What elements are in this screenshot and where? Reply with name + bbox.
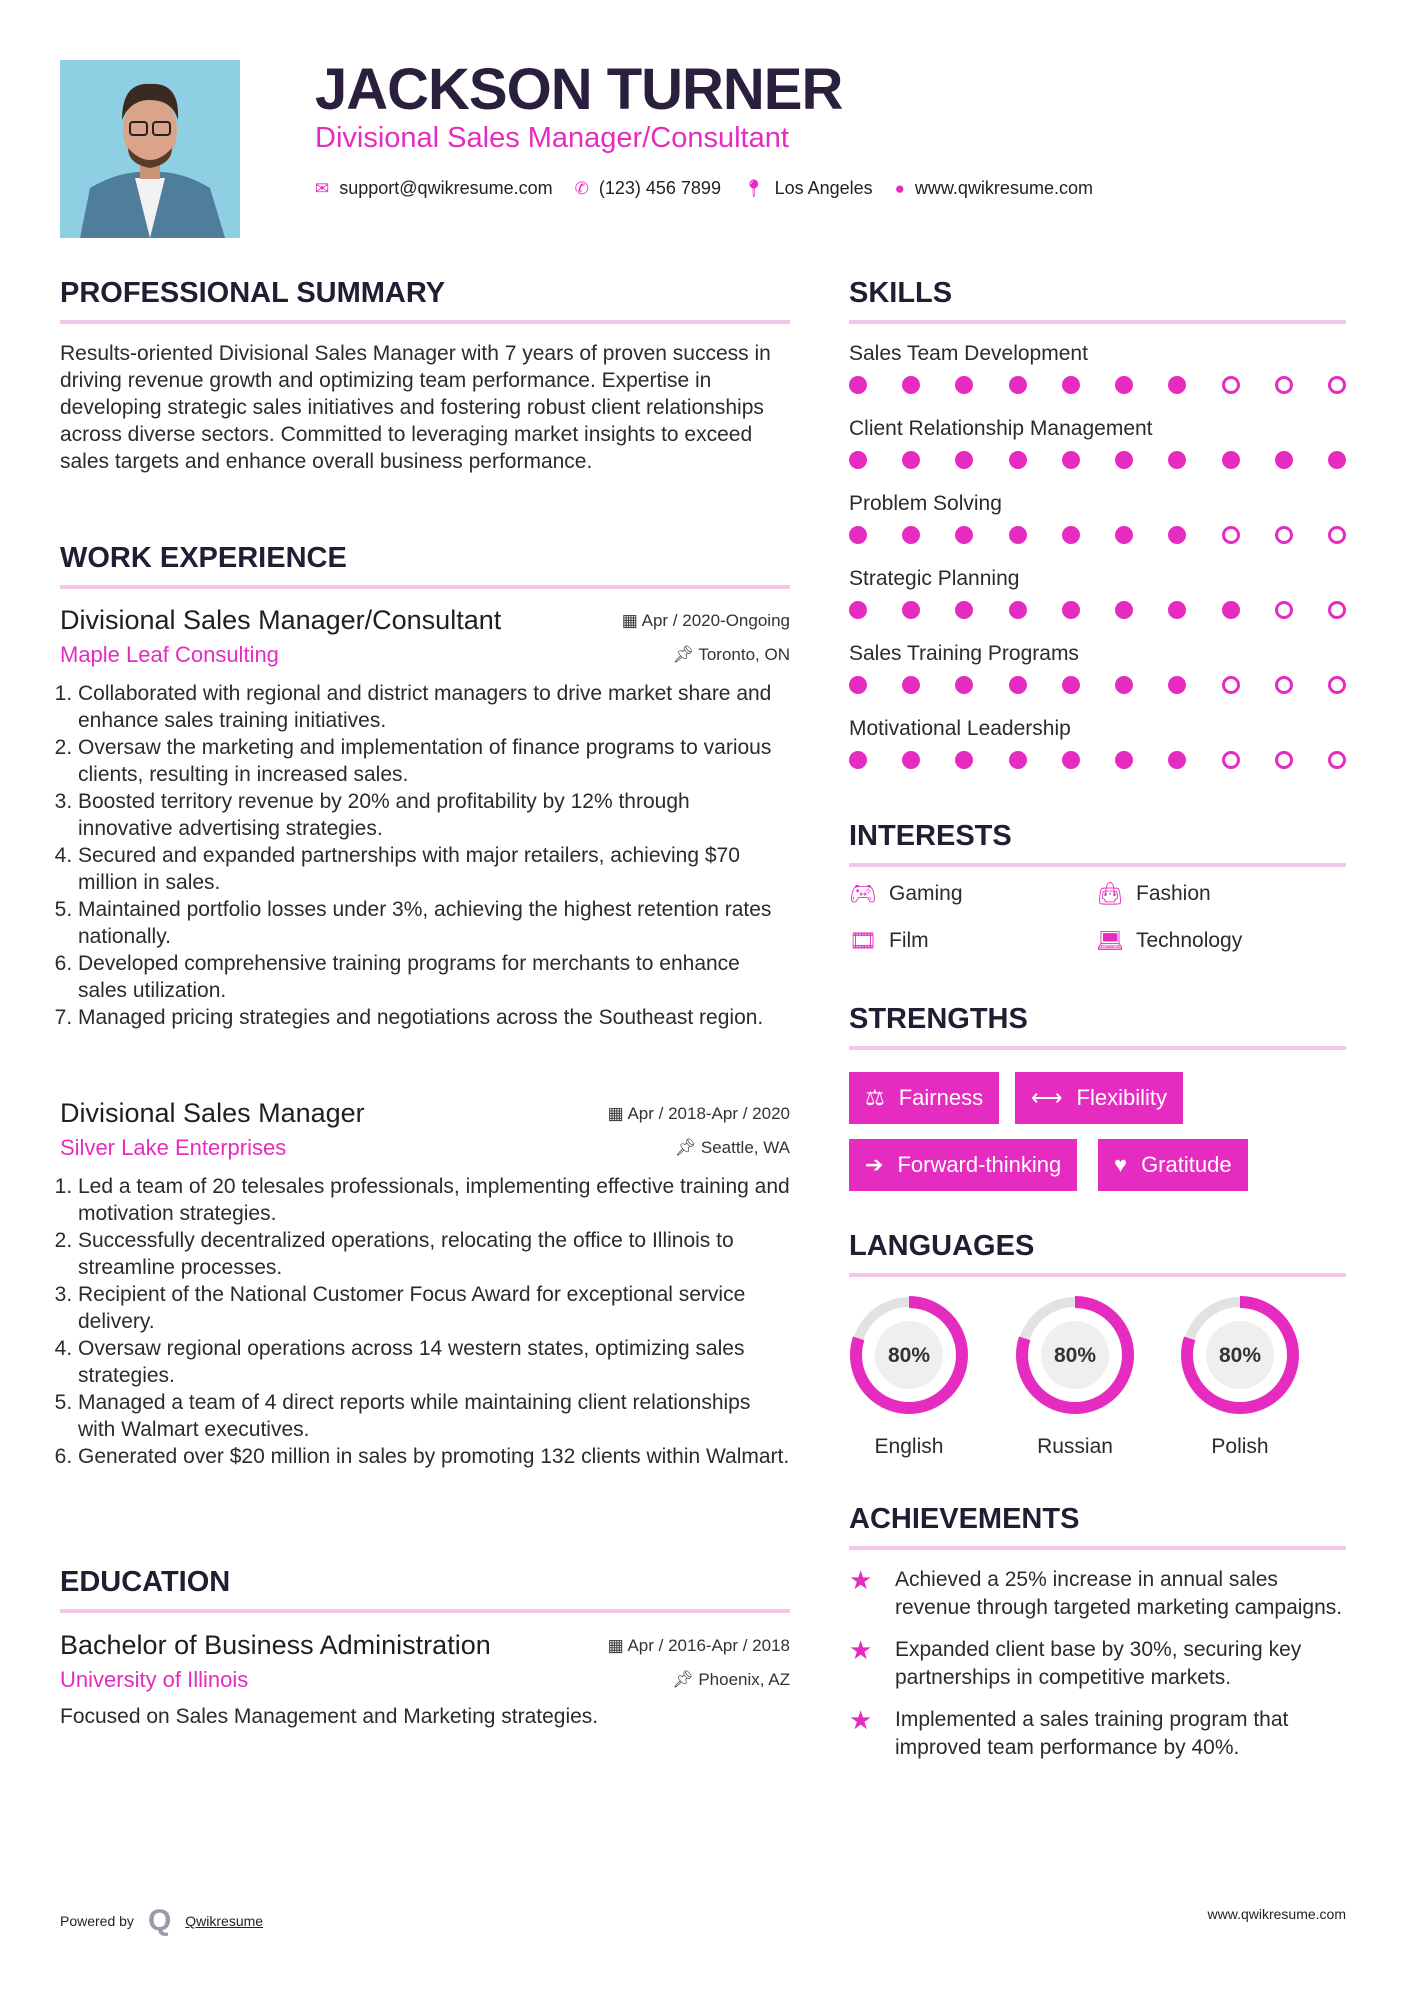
rating-dot-filled bbox=[1168, 526, 1186, 544]
rating-dot-filled bbox=[955, 526, 973, 544]
balance-scale-icon: ⚖ bbox=[865, 1085, 885, 1110]
skill-name: Strategic Planning bbox=[849, 567, 1020, 590]
calendar-icon: ▦ bbox=[607, 1103, 628, 1123]
education-description: Focused on Sales Management and Marketing strategies. bbox=[60, 1705, 599, 1728]
job-date: Apr / 2020-Ongoing bbox=[641, 610, 790, 630]
rating-dot-filled bbox=[902, 676, 920, 694]
rating-dot-empty bbox=[1275, 601, 1293, 619]
rating-dot-filled bbox=[955, 601, 973, 619]
rating-dot-empty bbox=[1222, 751, 1240, 769]
rating-dot-filled bbox=[1062, 376, 1080, 394]
education-date: Apr / 2016-Apr / 2018 bbox=[627, 1635, 790, 1655]
language-donut bbox=[1010, 1290, 1140, 1420]
language-name: Russian bbox=[1037, 1435, 1113, 1458]
strength-label: Fairness bbox=[898, 1085, 984, 1110]
rating-dot-filled bbox=[1009, 526, 1027, 544]
rating-dot-empty bbox=[1222, 676, 1240, 694]
rating-dot-filled bbox=[1009, 751, 1027, 769]
strength-chip bbox=[1098, 1139, 1248, 1191]
list-item: 5. Maintained portfolio losses under 3%, achieving the highest retention rates nationally. bbox=[78, 896, 790, 950]
skill-name: Problem Solving bbox=[849, 492, 1002, 515]
pushpin-icon: 📌︎ bbox=[672, 645, 699, 664]
phone-icon: ✆ bbox=[574, 178, 589, 198]
section-divider bbox=[849, 1546, 1346, 1550]
interest-label: Fashion bbox=[1136, 882, 1211, 905]
rating-dot-filled bbox=[849, 676, 867, 694]
rating-dot-empty bbox=[1328, 676, 1346, 694]
achievements-heading: ACHIEVEMENTS bbox=[849, 1503, 1080, 1535]
contact-email[interactable]: support@qwikresume.com bbox=[339, 178, 553, 198]
rating-dot-filled bbox=[1062, 601, 1080, 619]
achievement-item bbox=[849, 1706, 1346, 1762]
skill-name: Motivational Leadership bbox=[849, 717, 1071, 740]
list-item: 6. Developed comprehensive training programs for merchants to enhance sales utilization. bbox=[78, 950, 790, 1004]
rating-dot-filled bbox=[955, 451, 973, 469]
strength-label: Flexibility bbox=[1076, 1085, 1168, 1110]
rating-dot-filled bbox=[849, 376, 867, 394]
rating-dot-filled bbox=[849, 601, 867, 619]
rating-dot-filled bbox=[1275, 451, 1293, 469]
section-divider bbox=[849, 1273, 1346, 1277]
list-item: 4. Secured and expanded partnerships with major retailers, achieving $70 million in sales. bbox=[78, 842, 790, 896]
job-title: Divisional Sales Manager bbox=[60, 1098, 365, 1128]
strength-chip bbox=[849, 1139, 1077, 1191]
rating-dot-filled bbox=[849, 451, 867, 469]
brand-link[interactable]: Qwikresume bbox=[185, 1913, 264, 1929]
powered-by-label: Powered by bbox=[60, 1913, 134, 1929]
school-name: University of Illinois bbox=[60, 1667, 249, 1692]
interest-label: Gaming bbox=[889, 882, 963, 905]
rating-dot-filled bbox=[1168, 751, 1186, 769]
map-pin-icon: 📍︎ bbox=[742, 178, 765, 198]
skill-rating bbox=[849, 376, 1346, 394]
rating-dot-empty bbox=[1328, 376, 1346, 394]
interest-label: Technology bbox=[1136, 929, 1243, 952]
interest-item bbox=[849, 881, 963, 907]
achievements-list bbox=[849, 1566, 1346, 1776]
language-percent: 80% bbox=[887, 1344, 931, 1367]
language-percent: 80% bbox=[1218, 1344, 1262, 1367]
rating-dot-filled bbox=[1009, 676, 1027, 694]
skill-item bbox=[849, 417, 1346, 492]
rating-dot-empty bbox=[1328, 751, 1346, 769]
list-item: 7. Managed pricing strategies and negotiations across the Southeast region. bbox=[78, 1004, 790, 1031]
footer-powered-by bbox=[60, 1904, 263, 1938]
rating-dot-filled bbox=[1168, 601, 1186, 619]
job-date: Apr / 2018-Apr / 2020 bbox=[627, 1103, 790, 1123]
rating-dot-empty bbox=[1275, 526, 1293, 544]
achievement-text: Implemented a sales training program that improved team performance by 40%. bbox=[895, 1708, 1289, 1759]
list-item: 3. Boosted territory revenue by 20% and profitability by 12% through innovative advertising strategies. bbox=[78, 788, 790, 842]
language-item bbox=[1175, 1290, 1305, 1459]
rating-dot-filled bbox=[1115, 451, 1133, 469]
rating-dot-filled bbox=[1062, 451, 1080, 469]
shopping-bag-icon: 👜︎ bbox=[1096, 881, 1124, 906]
language-name: English bbox=[874, 1435, 944, 1458]
rating-dot-filled bbox=[1115, 526, 1133, 544]
footer-website[interactable]: www.qwikresume.com bbox=[1207, 1906, 1346, 1922]
candidate-name: JACKSON TURNER bbox=[315, 57, 843, 122]
contact-website[interactable]: www.qwikresume.com bbox=[914, 178, 1093, 198]
skill-item bbox=[849, 567, 1346, 642]
achievement-text: Achieved a 25% increase in annual sales revenue through targeted marketing campaigns. bbox=[895, 1568, 1343, 1619]
rating-dot-filled bbox=[1168, 376, 1186, 394]
rating-dot-filled bbox=[955, 676, 973, 694]
rating-dot-empty bbox=[1222, 376, 1240, 394]
rating-dot-filled bbox=[1062, 751, 1080, 769]
skill-rating bbox=[849, 601, 1346, 619]
rating-dot-empty bbox=[1275, 376, 1293, 394]
star-icon: ★ bbox=[849, 1565, 873, 1595]
rating-dot-filled bbox=[902, 526, 920, 544]
rating-dot-empty bbox=[1328, 526, 1346, 544]
skill-rating bbox=[849, 526, 1346, 544]
rating-dot-filled bbox=[955, 376, 973, 394]
pushpin-icon: 📌︎ bbox=[672, 1670, 699, 1689]
job-duties bbox=[60, 1173, 790, 1470]
interests-heading: INTERESTS bbox=[849, 820, 1012, 852]
rating-dot-filled bbox=[1009, 376, 1027, 394]
job-location: Toronto, ON bbox=[698, 645, 790, 664]
achievement-item bbox=[849, 1566, 1346, 1622]
rating-dot-empty bbox=[1222, 526, 1240, 544]
summary-heading: PROFESSIONAL SUMMARY bbox=[60, 277, 446, 309]
rating-dot-filled bbox=[1062, 676, 1080, 694]
section-divider bbox=[60, 320, 790, 324]
skill-name: Sales Training Programs bbox=[849, 642, 1079, 665]
rating-dot-filled bbox=[1062, 526, 1080, 544]
education-location: Phoenix, AZ bbox=[698, 1670, 790, 1689]
job-title: Divisional Sales Manager/Consultant bbox=[60, 605, 502, 635]
envelope-icon: ✉ bbox=[315, 178, 330, 198]
list-item: 3. Recipient of the National Customer Focus Award for exceptional service delivery. bbox=[78, 1281, 790, 1335]
section-divider bbox=[849, 1046, 1346, 1050]
rating-dot-filled bbox=[902, 751, 920, 769]
strength-chip bbox=[1015, 1072, 1183, 1124]
skill-name: Sales Team Development bbox=[849, 342, 1088, 365]
languages-heading: LANGUAGES bbox=[849, 1230, 1035, 1262]
skills-list bbox=[849, 342, 1346, 792]
qwikresume-logo-icon: Q bbox=[147, 1904, 172, 1937]
calendar-icon: ▦ bbox=[621, 610, 642, 630]
contact-location: Los Angeles bbox=[774, 178, 873, 198]
section-divider bbox=[849, 320, 1346, 324]
rating-dot-filled bbox=[902, 601, 920, 619]
heart-icon: ♥ bbox=[1114, 1152, 1128, 1177]
strengths-heading: STRENGTHS bbox=[849, 1003, 1028, 1035]
rating-dot-filled bbox=[902, 376, 920, 394]
skill-rating bbox=[849, 451, 1346, 469]
rating-dot-empty bbox=[1328, 601, 1346, 619]
rating-dot-filled bbox=[1009, 601, 1027, 619]
list-item: 4. Oversaw regional operations across 14 western states, optimizing sales strategies. bbox=[78, 1335, 790, 1389]
contact-phone[interactable]: (123) 456 7899 bbox=[598, 178, 721, 198]
skill-item bbox=[849, 492, 1346, 567]
film-icon: 🎞︎ bbox=[849, 928, 877, 953]
degree-title: Bachelor of Business Administration bbox=[60, 1630, 491, 1660]
skill-rating bbox=[849, 676, 1346, 694]
education-heading: EDUCATION bbox=[60, 1566, 231, 1598]
rating-dot-filled bbox=[849, 526, 867, 544]
rating-dot-filled bbox=[1115, 751, 1133, 769]
list-item: 1. Led a team of 20 telesales professionals, implementing effective training and motivation strategies. bbox=[78, 1173, 790, 1227]
section-divider bbox=[849, 863, 1346, 867]
job-location: Seattle, WA bbox=[700, 1138, 790, 1157]
rating-dot-filled bbox=[1222, 451, 1240, 469]
rating-dot-filled bbox=[1115, 676, 1133, 694]
skill-name: Client Relationship Management bbox=[849, 417, 1153, 440]
strength-label: Forward-thinking bbox=[897, 1152, 1062, 1177]
achievement-item bbox=[849, 1636, 1346, 1692]
interest-item bbox=[1096, 881, 1211, 907]
profile-photo bbox=[60, 60, 240, 238]
rating-dot-filled bbox=[1168, 451, 1186, 469]
skill-item bbox=[849, 717, 1346, 792]
skill-rating bbox=[849, 751, 1346, 769]
achievement-text: Expanded client base by 30%, securing key partnerships in competitive markets. bbox=[895, 1638, 1302, 1689]
interest-item bbox=[849, 928, 929, 954]
language-donut bbox=[844, 1290, 974, 1420]
list-item: 2. Oversaw the marketing and implementation of finance programs to various clients, resulting in increased sales. bbox=[78, 734, 790, 788]
rating-dot-filled bbox=[1328, 451, 1346, 469]
star-icon: ★ bbox=[849, 1705, 873, 1735]
list-item: 5. Managed a team of 4 direct reports while maintaining client relationships with Walmart executives. bbox=[78, 1389, 790, 1443]
rating-dot-filled bbox=[955, 751, 973, 769]
pushpin-icon: 📌︎ bbox=[674, 1138, 701, 1157]
job-entry bbox=[60, 605, 790, 1031]
interest-item bbox=[1096, 928, 1242, 954]
experience-heading: WORK EXPERIENCE bbox=[60, 542, 347, 574]
skill-item bbox=[849, 642, 1346, 717]
rating-dot-empty bbox=[1275, 751, 1293, 769]
job-company: Silver Lake Enterprises bbox=[60, 1135, 287, 1160]
list-item: 2. Successfully decentralized operations, relocating the office to Illinois to streamline processes. bbox=[78, 1227, 790, 1281]
laptop-icon: 💻︎ bbox=[1096, 928, 1124, 953]
gamepad-icon: 🎮︎ bbox=[849, 881, 877, 906]
strength-label: Gratitude bbox=[1141, 1152, 1232, 1177]
candidate-title: Divisional Sales Manager/Consultant bbox=[315, 122, 789, 154]
section-divider bbox=[60, 1609, 790, 1613]
calendar-icon: ▦ bbox=[607, 1635, 628, 1655]
strength-chip bbox=[849, 1072, 999, 1124]
contact-bar bbox=[315, 178, 1093, 199]
skills-heading: SKILLS bbox=[849, 277, 953, 309]
rating-dot-filled bbox=[1009, 451, 1027, 469]
rating-dot-filled bbox=[902, 451, 920, 469]
language-donut bbox=[1175, 1290, 1305, 1420]
summary-text: Results-oriented Divisional Sales Manager with 7 years of proven success in driving revenue growth and optimizing team performance. Expertise in developing strategic sales initiatives and fostering robust client relationships across diverse sectors. Committed to leveraging market insights to exceed sales targets and enhance overall business performance. bbox=[60, 342, 771, 473]
job-entry bbox=[60, 1098, 790, 1470]
rating-dot-empty bbox=[1275, 676, 1293, 694]
job-duties bbox=[60, 680, 790, 1031]
arrow-right-icon: ➔ bbox=[865, 1152, 884, 1177]
language-item bbox=[844, 1290, 974, 1459]
language-name: Polish bbox=[1211, 1435, 1269, 1458]
language-percent: 80% bbox=[1053, 1344, 1097, 1367]
section-divider bbox=[60, 585, 790, 589]
skill-item bbox=[849, 342, 1346, 417]
list-item: 1. Collaborated with regional and district managers to drive market share and enhance sales training initiatives. bbox=[78, 680, 790, 734]
language-item bbox=[1010, 1290, 1140, 1459]
interest-label: Film bbox=[889, 929, 929, 952]
rating-dot-filled bbox=[1168, 676, 1186, 694]
education-entry bbox=[60, 1630, 790, 1730]
arrows-horizontal-icon: ⟷ bbox=[1031, 1085, 1063, 1110]
rating-dot-filled bbox=[1115, 376, 1133, 394]
rating-dot-filled bbox=[849, 751, 867, 769]
list-item: 6. Generated over $20 million in sales by promoting 132 clients within Walmart. bbox=[78, 1443, 790, 1470]
star-icon: ★ bbox=[849, 1635, 873, 1665]
rating-dot-filled bbox=[1115, 601, 1133, 619]
globe-icon: ● bbox=[894, 178, 905, 198]
job-company: Maple Leaf Consulting bbox=[60, 642, 279, 667]
rating-dot-filled bbox=[1222, 601, 1240, 619]
